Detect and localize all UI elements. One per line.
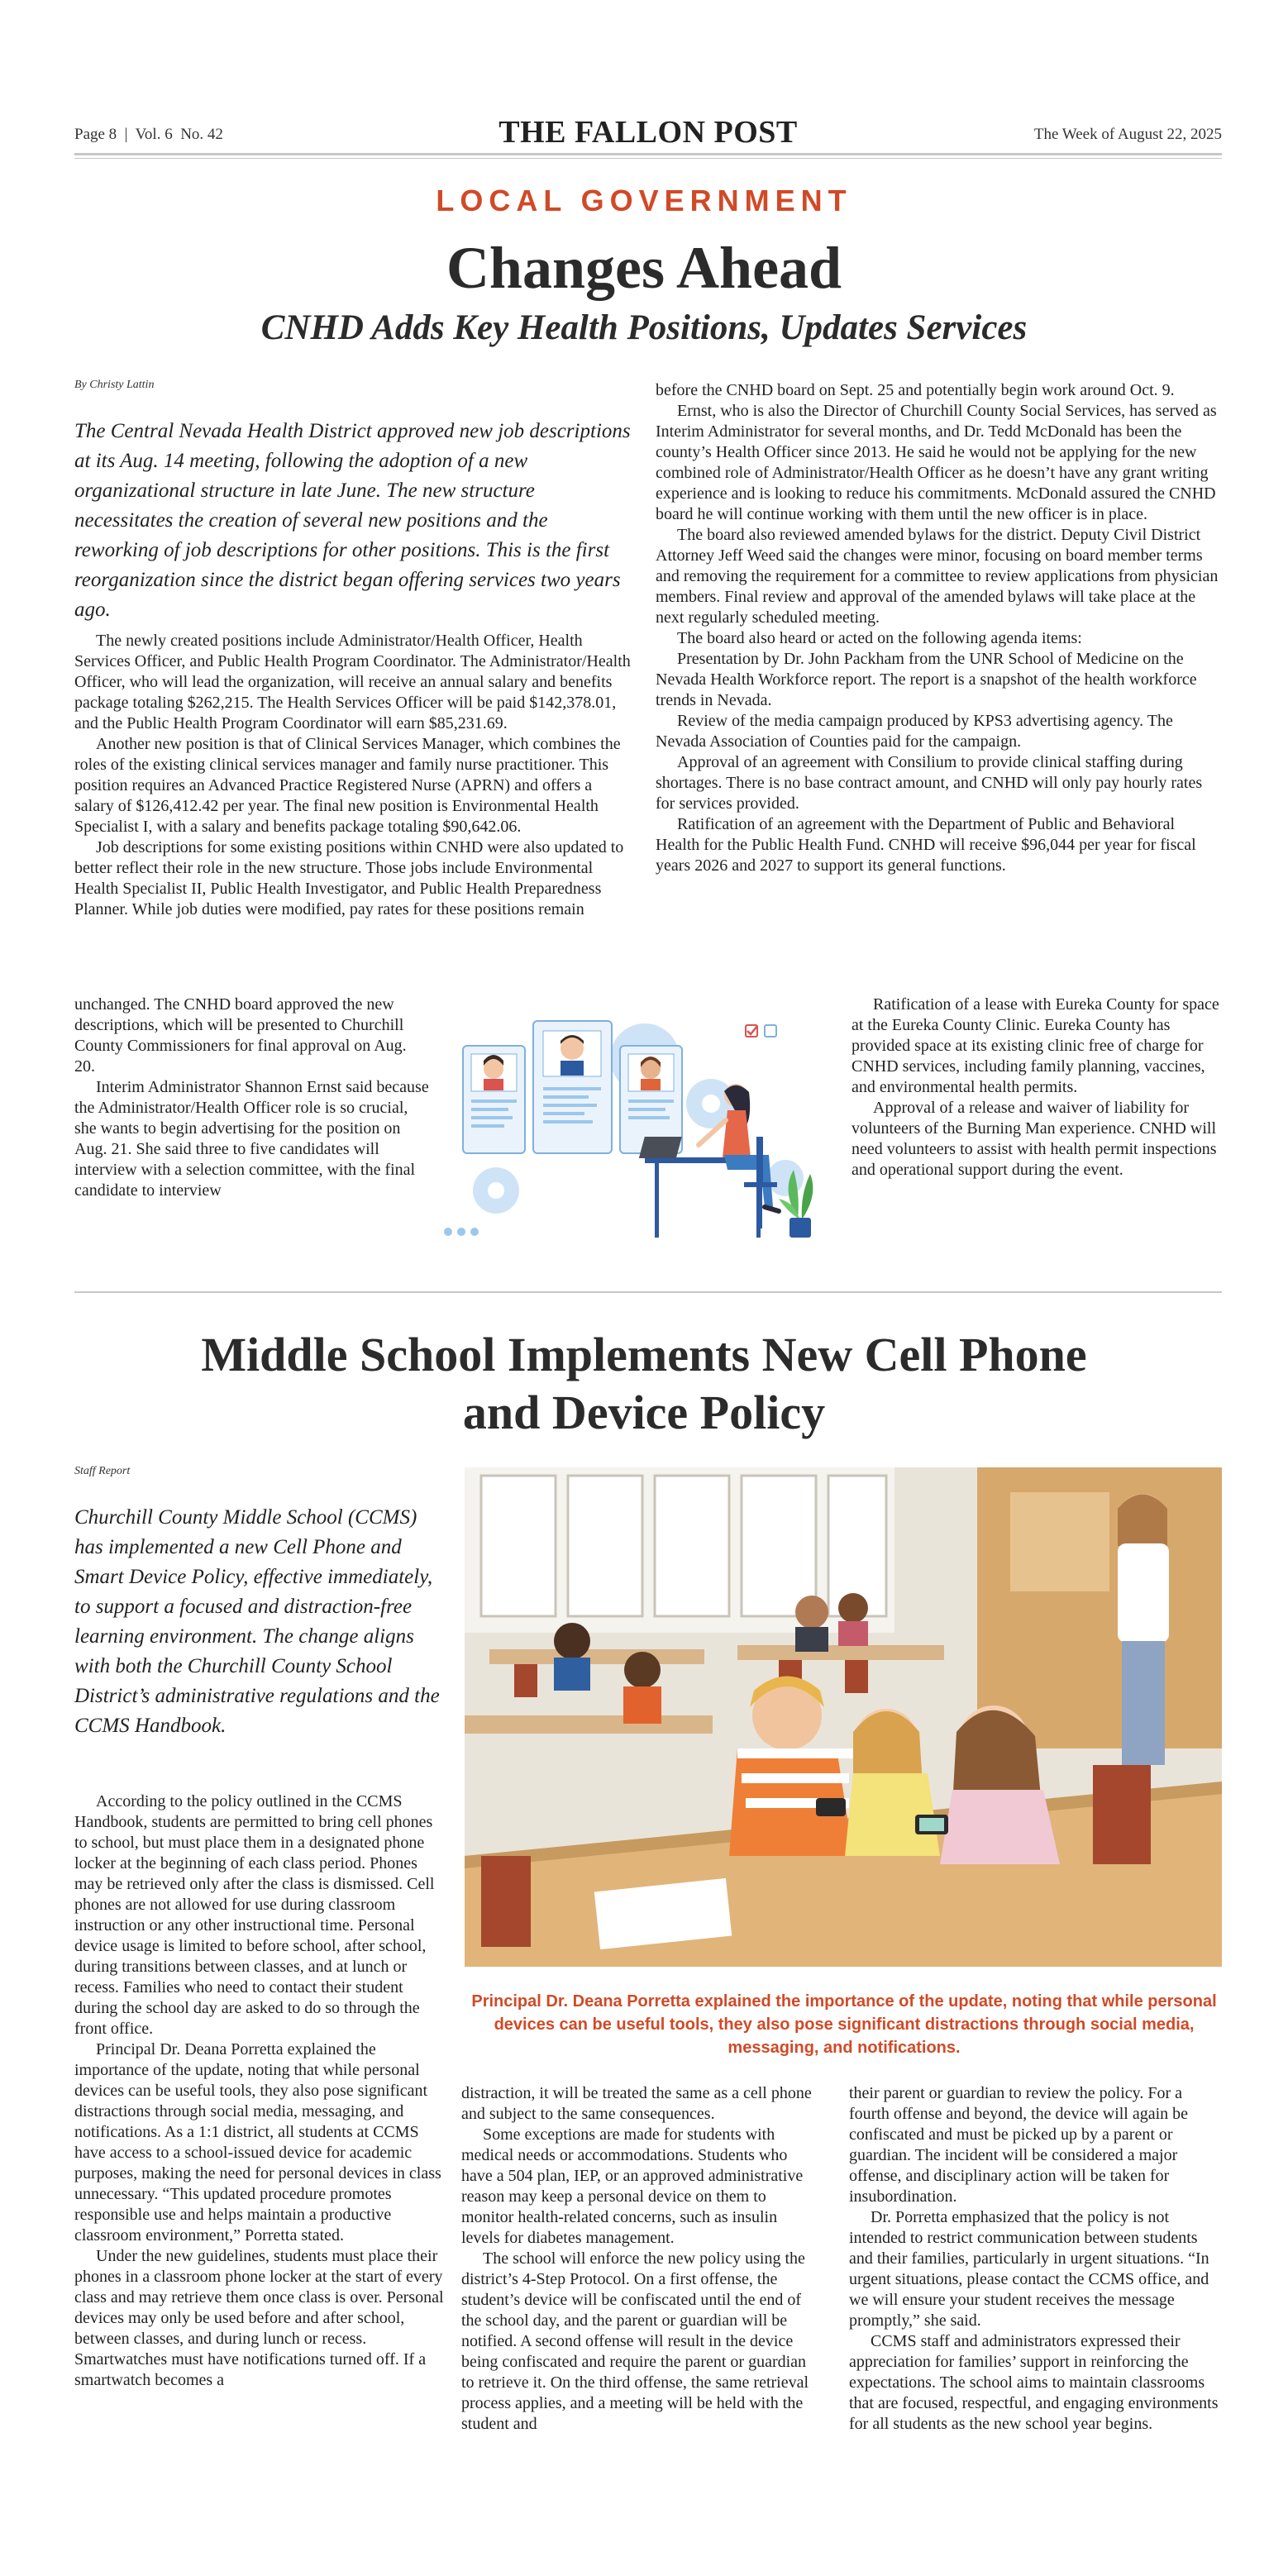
paragraph: Job descriptions for some existing positions within CNHD were also updated to better reflect their role in the new structure. Those jobs include Environmental Health Specialist II, Public Health Investigator, and Public Health Preparedness Planner. While job duties were modified, pay rates for these positions remain — [74, 838, 624, 918]
paragraph: Another new position is that of Clinical Services Manager, which combines the roles of the existing clinical services manager and family nurse practitioner. This position requires an Advanced Practice Registered Nurse (APRN) and offers a salary of $126,412.42 per year. The final new position is Environmental Health Specialist I, with a salary and benefits package totaling $90,642.06. — [74, 735, 621, 836]
section-kicker: LOCAL GOVERNMENT — [436, 184, 852, 217]
paragraph: Some exceptions are made for students with medical needs or accommodations. Students who have a 504 plan, IEP, or an approved administrative reason may keep a personal device on them to monitor health-related concerns, such as insulin levels for diabetes management. — [461, 2125, 804, 2247]
article-column-3 — [849, 2083, 1221, 2435]
paragraph: The board also reviewed amended bylaws for the district. Deputy Civil District Attorney Jeff Weed said the changes were minor, focusing on board member terms and removing the requirement for a committee to review applications from physician members. Final review and approval of the amended bylaws will take place at the next regularly scheduled meeting. — [656, 526, 1219, 627]
paragraph: CCMS staff and administrators expressed their appreciation for families’ support in reinforcing the expectations. The school aims to maintain classrooms that are focused, respectful, and engaging environments for all students as the new school year begins. — [849, 2332, 1219, 2433]
article-headline: Changes Ahead — [446, 235, 842, 301]
paragraph: Approval of an agreement with Consilium to provide clinical staffing during shortages. There is no base contract amount, and CNHD will only pay hourly rates for services provided. — [656, 753, 1203, 813]
article-column-left-narrow — [74, 995, 430, 1201]
paragraph: distraction, it will be treated the same as a cell phone and subject to the same consequences. — [461, 2084, 812, 2123]
article-column-left — [74, 631, 635, 920]
masthead-rule — [74, 153, 1222, 155]
masthead — [74, 114, 1222, 154]
paragraph: Dr. Porretta emphasized that the policy is not intended to restrict communication between students and their families, particularly in urgent situations. “In urgent situations, please contact the CCMS office, and we will ensure your student receives the message promptly,” she said. — [849, 2208, 1209, 2330]
article-lede: Churchill County Middle School (CCMS) has implemented a new Cell Phone and Smart Device Policy, effective immediately, to support a focused and distraction-free learning environment. The change aligns with both the Churchill County School District’s administrative regulations and the CCMS Handbook. — [74, 1506, 440, 1737]
paragraph: Under the new guidelines, students must place their phones in a classroom phone locker at the start of every class and may retrieve them once class is over. Personal devices may only be used before and after school, between classes, and during lunch or recess. Smartwatches must have notifications turned off. If a smartwatch becomes a — [74, 2247, 444, 2389]
article-byline: By Christy Lattin — [74, 379, 155, 391]
paragraph: Review of the media campaign produced by KPS3 advertising agency. The Nevada Association of Counties paid for the campaign. — [656, 712, 1173, 751]
article-lede: The Central Nevada Health District approved new job descriptions at its Aug. 14 meeting, following the adoption of a new organizational structure in late June. The new structure necessitates the creation of several new positions and the reworking of job descriptions for other positions. This is the first reorganization since the district began offering services two years ago. — [74, 420, 631, 621]
article-headline — [0, 1326, 1288, 1442]
page-info: Page 8 | Vol. 6 No. 42 — [74, 126, 223, 143]
photo-caption: Principal Dr. Deana Porretta explained the importance of the update, noting that while personal devices can be useful tools, they also pose significant distractions through social media, messaging, and notifications. — [471, 1992, 1217, 2057]
article-column-2 — [461, 2083, 818, 2435]
paragraph: before the CNHD board on Sept. 25 and potentially begin work around Oct. 9. — [656, 381, 1175, 399]
headline-line: Middle School Implements New Cell Phone — [201, 1328, 1087, 1381]
article-column-right-narrow — [852, 995, 1222, 1181]
article-byline: Staff Report — [74, 1465, 131, 1477]
article-subheadline: CNHD Adds Key Health Positions, Updates Services — [260, 308, 1028, 347]
section-divider — [74, 1291, 1222, 1293]
paragraph: Ratification of an agreement with the Department of Public and Behavioral Health for the Public Health Fund. CNHD will receive $96,044 per year for fiscal years 2026 and 2027 to support its general functions. — [656, 815, 1196, 875]
paragraph: The board also heard or acted on the following agenda items: — [677, 629, 1082, 647]
paragraph: According to the policy outlined in the CCMS Handbook, students are permitted to bring cell phones to school, but must place them in a designated phone locker at the beginning of each class period. Phones may be retrieved only after the class is dismissed. Cell phones are not allowed for use during classroom instruction or any other instructional time. Personal device usage is limited to before school, after school, during transitions between classes, and at lunch or recess. Families who need to contact their student during the school day are asked to do so through the front office. — [74, 1792, 435, 2038]
paragraph: Ernst, who is also the Director of Churchill County Social Services, has served as Interim Administrator for several months, and Dr. Tedd McDonald has been the county’s Health Officer since 2013. He said he would not be applying for the new combined role of Administrator/Health Officer as he doesn’t have any grant writing experience and is looking to reduce his commitments. McDonald assured the CNHD board he will continue working with them until the new officer is in place. — [656, 402, 1217, 523]
paragraph: their parent or guardian to review the policy. For a fourth offense and beyond, the device will again be confiscated and must be picked up by a parent or guardian. The incident will be considered a major offense, and disciplinary action will be taken for insubordination. — [849, 2084, 1189, 2206]
paper-name: THE FALLON POST — [499, 115, 798, 150]
paragraph: unchanged. The CNHD board approved the new descriptions, which will be presented to Churchill County Commissioners for final approval on Aug. 20. — [74, 995, 407, 1076]
paragraph: Principal Dr. Deana Porretta explained the importance of the update, noting that while personal devices can be useful tools, they also pose significant distractions through social media, messaging, and notifications. As a 1:1 district, all students at CCMS have access to a school-issued device for academic purposes, making the need for personal devices in class unnecessary. “This updated procedure promotes responsible use and helps maintain a productive classroom environment,” Porretta stated. — [74, 2040, 441, 2244]
paragraph: Ratification of a lease with Eureka County for space at the Eureka County Clinic. Eureka County has provided space at its existing clinic free of charge for CNHD services, including family planning, vaccines, and environmental health permits. — [852, 995, 1219, 1096]
paragraph: Approval of a release and waiver of liability for volunteers of the Burning Man experience. CNHD will need volunteers to assist with health permit inspections and operational support during the event. — [852, 1099, 1217, 1179]
article-column-1 — [74, 1791, 446, 2391]
article-column-right — [656, 380, 1223, 876]
issue-date: The Week of August 22, 2025 — [1033, 126, 1222, 143]
paragraph: The school will enforce the new policy using the district’s 4-Step Protocol. On a first offense, the student’s device will be confiscated until the end of the school day, and the parent or guardian will be notified. A second offense will result in the device being confiscated and require the parent or guardian to retrieve it. On the third offense, the same retrieval process applies, and a meeting will be held with the student and — [461, 2249, 809, 2433]
office-worker-illustration — [438, 1013, 827, 1244]
headline-line: and Device Policy — [462, 1386, 826, 1439]
masthead-rule-thin — [74, 158, 1222, 159]
paragraph: Presentation by Dr. John Packham from the UNR School of Medicine on the Nevada Health Workforce report. The report is a snapshot of the health workforce trends in Nevada. — [656, 650, 1197, 709]
classroom-photo — [465, 1467, 1222, 1967]
paragraph: Interim Administrator Shannon Ernst said because the Administrator/Health Officer role is so crucial, she wants to begin advertising for the position on Aug. 21. She said three to five candidates will interview with a selection committee, with the final candidate to interview — [74, 1078, 429, 1200]
paragraph: The newly created positions include Administrator/Health Officer, Health Services Officer, and Public Health Program Coordinator. The Administrator/Health Officer, who will lead the organization, will receive an annual salary and benefits package totaling $262,215. The Health Services Officer will be paid $142,378.01, and the Public Health Program Coordinator will earn $85,231.69. — [74, 632, 631, 732]
